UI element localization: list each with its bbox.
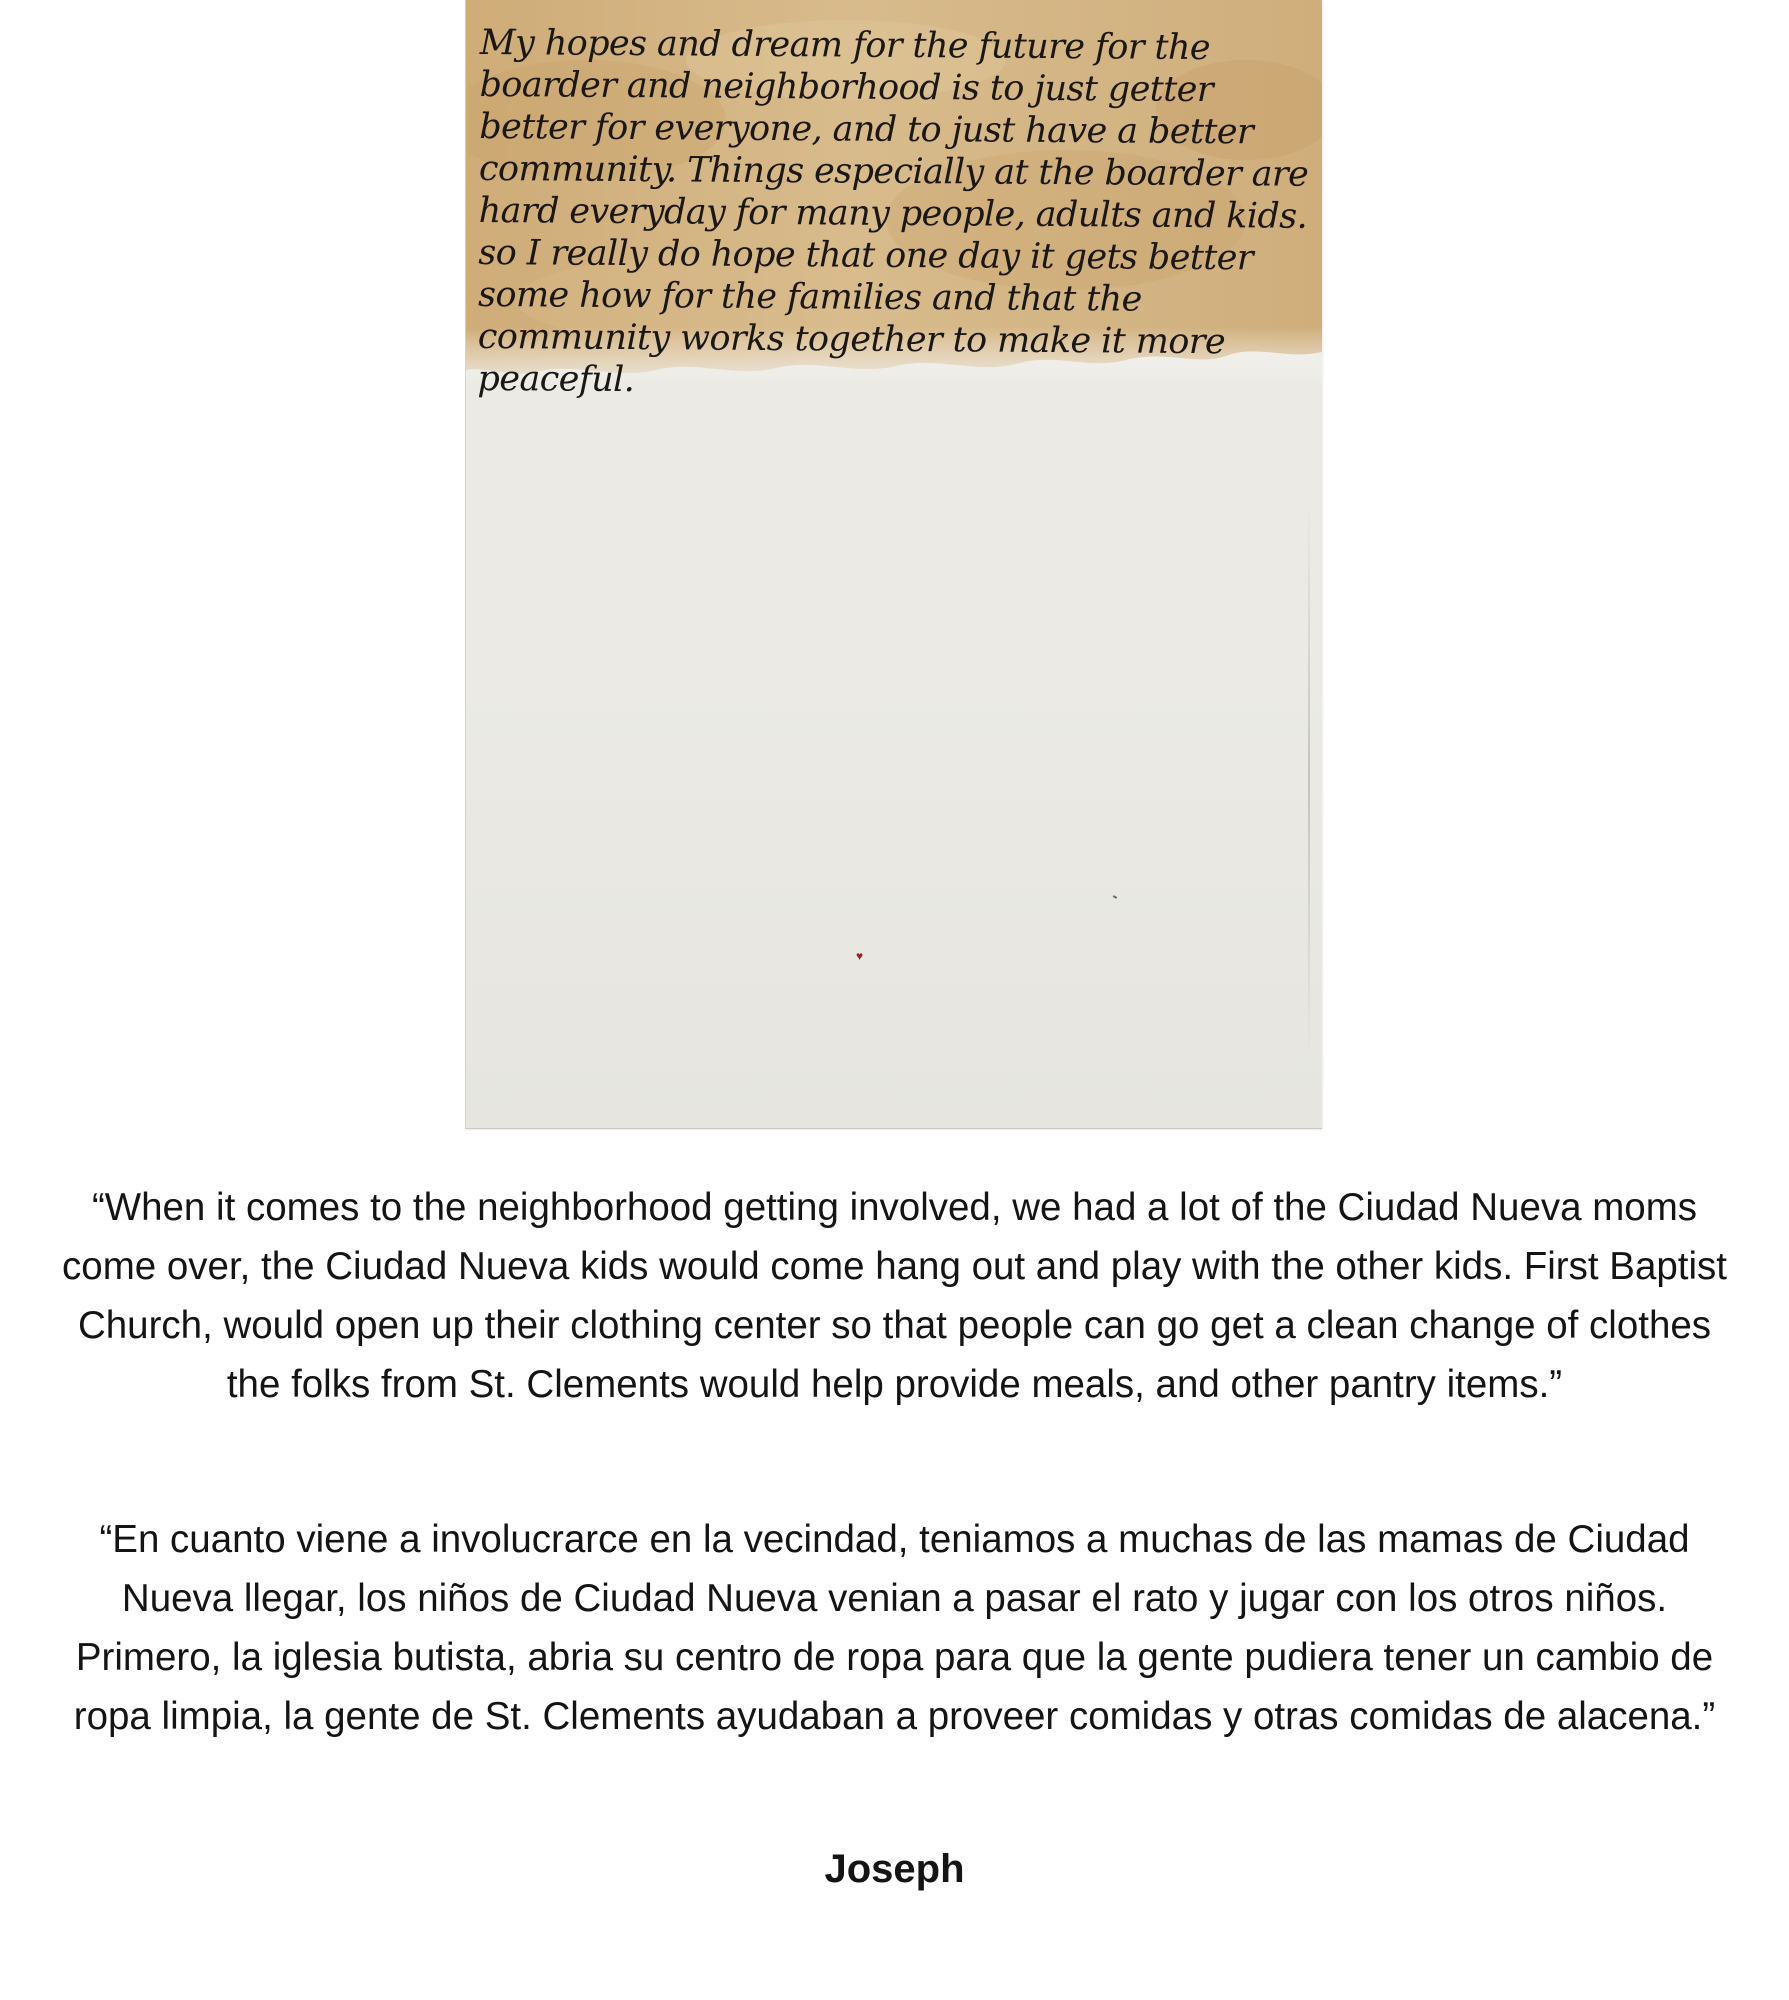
artwork-photo	[465, 0, 1322, 1129]
quote-spanish: “En cuanto viene a involucrarce en la vecindad, teniamos a muchas de las mamas de Ciudad Nueva llegar, los niños de Ciudad Nueva venian a pasar el rato y jugar con los otros niños. Primero, la iglesia butista, abria su centro de ropa para que la gente pudiera tener un cambio de ropa limpia, la gente de St. Clements ayudaban a proveer comidas y otras comidas de alacena.”	[73, 1518, 1716, 1738]
handwritten-note: My hopes and dream for the future for the boarder and neighborhood is to just getter better for everyone, and to just have a better community. Things especially at the boarder are hard everyday for many people, adults and kids. so I really do hope that one day it gets better some how for the families and that the community works together to make it more peaceful.	[477, 22, 1309, 401]
author-name: Joseph	[824, 1847, 965, 1891]
quote-english: “When it comes to the neighborhood getting involved, we had a lot of the Ciudad Nueva moms come over, the Ciudad Nueva kids would come hang out and play with the other kids. First Baptist Church, would open up their clothing center so that people can go get a clean change of clothes the folks from St. Clements would help provide meals, and other pantry items.”	[62, 1186, 1727, 1406]
paper-speck	[1113, 895, 1117, 899]
paper-edge	[1308, 500, 1310, 1060]
small-heart-mark: ♥	[856, 949, 864, 963]
